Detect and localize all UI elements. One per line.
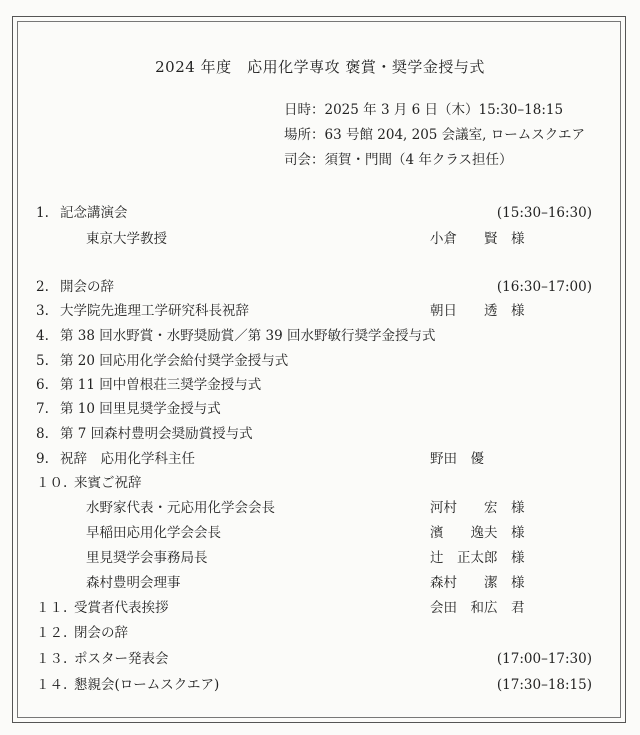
guest-title: 森村豊明会理事 (86, 575, 181, 591)
program-item (36, 648, 169, 670)
item-number: 5. (36, 353, 49, 369)
item-number: 6. (36, 377, 49, 393)
speaker-affiliation: 東京大学教授 (86, 231, 167, 247)
page-title: 2024 年度 応用化学専攻 褒賞・奨学金授与式 (155, 58, 485, 76)
meta-place: 場所：63 号館 204, 205 会議室, ロームスクエア (284, 127, 585, 143)
item-number: １４. (36, 677, 68, 693)
item-number: 2. (36, 279, 49, 295)
meta-datetime: 日時：2025 年 3 月 6 日（木）15:30–18:15 (284, 102, 564, 118)
item-time: (15:30–16:30) (496, 205, 592, 221)
program-item (36, 300, 249, 322)
item-label: 祝辞 応用化学科主任 (60, 451, 195, 467)
meta-host: 司会：須賀・門間（4 年クラス担任） (284, 152, 513, 168)
item-number: １２. (36, 625, 68, 641)
speaker-name: 小倉 賢 様 (430, 231, 525, 247)
item-label: 受賞者代表挨拶 (74, 600, 169, 616)
item-label: 大学院先進理工学研究科長祝辞 (60, 303, 249, 319)
item-number: １３. (36, 651, 68, 667)
item-number: 3. (36, 303, 49, 319)
guest-name: 濱 逸夫 様 (430, 525, 525, 541)
item-number: １０. (36, 475, 68, 491)
item-label: 開会の辞 (60, 279, 114, 295)
program-item (36, 202, 128, 224)
guest-title: 水野家代表・元応用化学会会長 (86, 500, 275, 516)
item-label: 第 7 回森村豊明会奨励賞授与式 (60, 426, 253, 442)
item-label: 懇親会(ロームスクエア) (74, 677, 220, 693)
item-time: (17:00–17:30) (496, 651, 592, 667)
item-label: 閉会の辞 (74, 625, 128, 641)
item-number: 4. (36, 328, 49, 344)
item-number: 9. (36, 451, 49, 467)
item-number: 8. (36, 426, 49, 442)
item-label: 第 10 回里見奨学金授与式 (60, 401, 221, 417)
program-item (36, 472, 142, 494)
program-item (36, 622, 128, 644)
item-label: 第 11 回中曽根荘三奨学金授与式 (60, 377, 262, 393)
program-item (36, 674, 219, 696)
program-item (36, 276, 114, 298)
program-item (36, 325, 436, 347)
guest-title: 里見奨学会事務局長 (86, 550, 208, 566)
item-time: (17:30–18:15) (496, 677, 592, 693)
program-item (36, 350, 288, 372)
program-item (36, 374, 261, 396)
program-item (36, 423, 253, 445)
guest-name: 森村 潔 様 (430, 575, 525, 591)
item-label: ポスター発表会 (74, 651, 169, 667)
item-label: 第 20 回応用化学会給付奨学金授与式 (60, 353, 289, 369)
item-label: 第 38 回水野賞・水野奨励賞／第 39 回水野敏行奨学金授与式 (60, 328, 436, 344)
item-number: 7. (36, 401, 49, 417)
program-item (36, 448, 195, 470)
item-person: 野田 優 (430, 451, 484, 467)
program-item (36, 597, 169, 619)
item-label: 記念講演会 (60, 205, 128, 221)
guest-title: 早稲田応用化学会会長 (86, 525, 221, 541)
item-number: 1. (36, 205, 49, 221)
item-person: 朝日 透 様 (430, 303, 525, 319)
item-time: (16:30–17:00) (496, 279, 592, 295)
program-item (36, 398, 221, 420)
guest-name: 辻 正太郎 様 (430, 550, 525, 566)
item-label: 来賓ご祝辞 (74, 475, 142, 491)
item-number: １１. (36, 600, 68, 616)
item-person: 会田 和広 君 (430, 600, 525, 616)
guest-name: 河村 宏 様 (430, 500, 525, 516)
